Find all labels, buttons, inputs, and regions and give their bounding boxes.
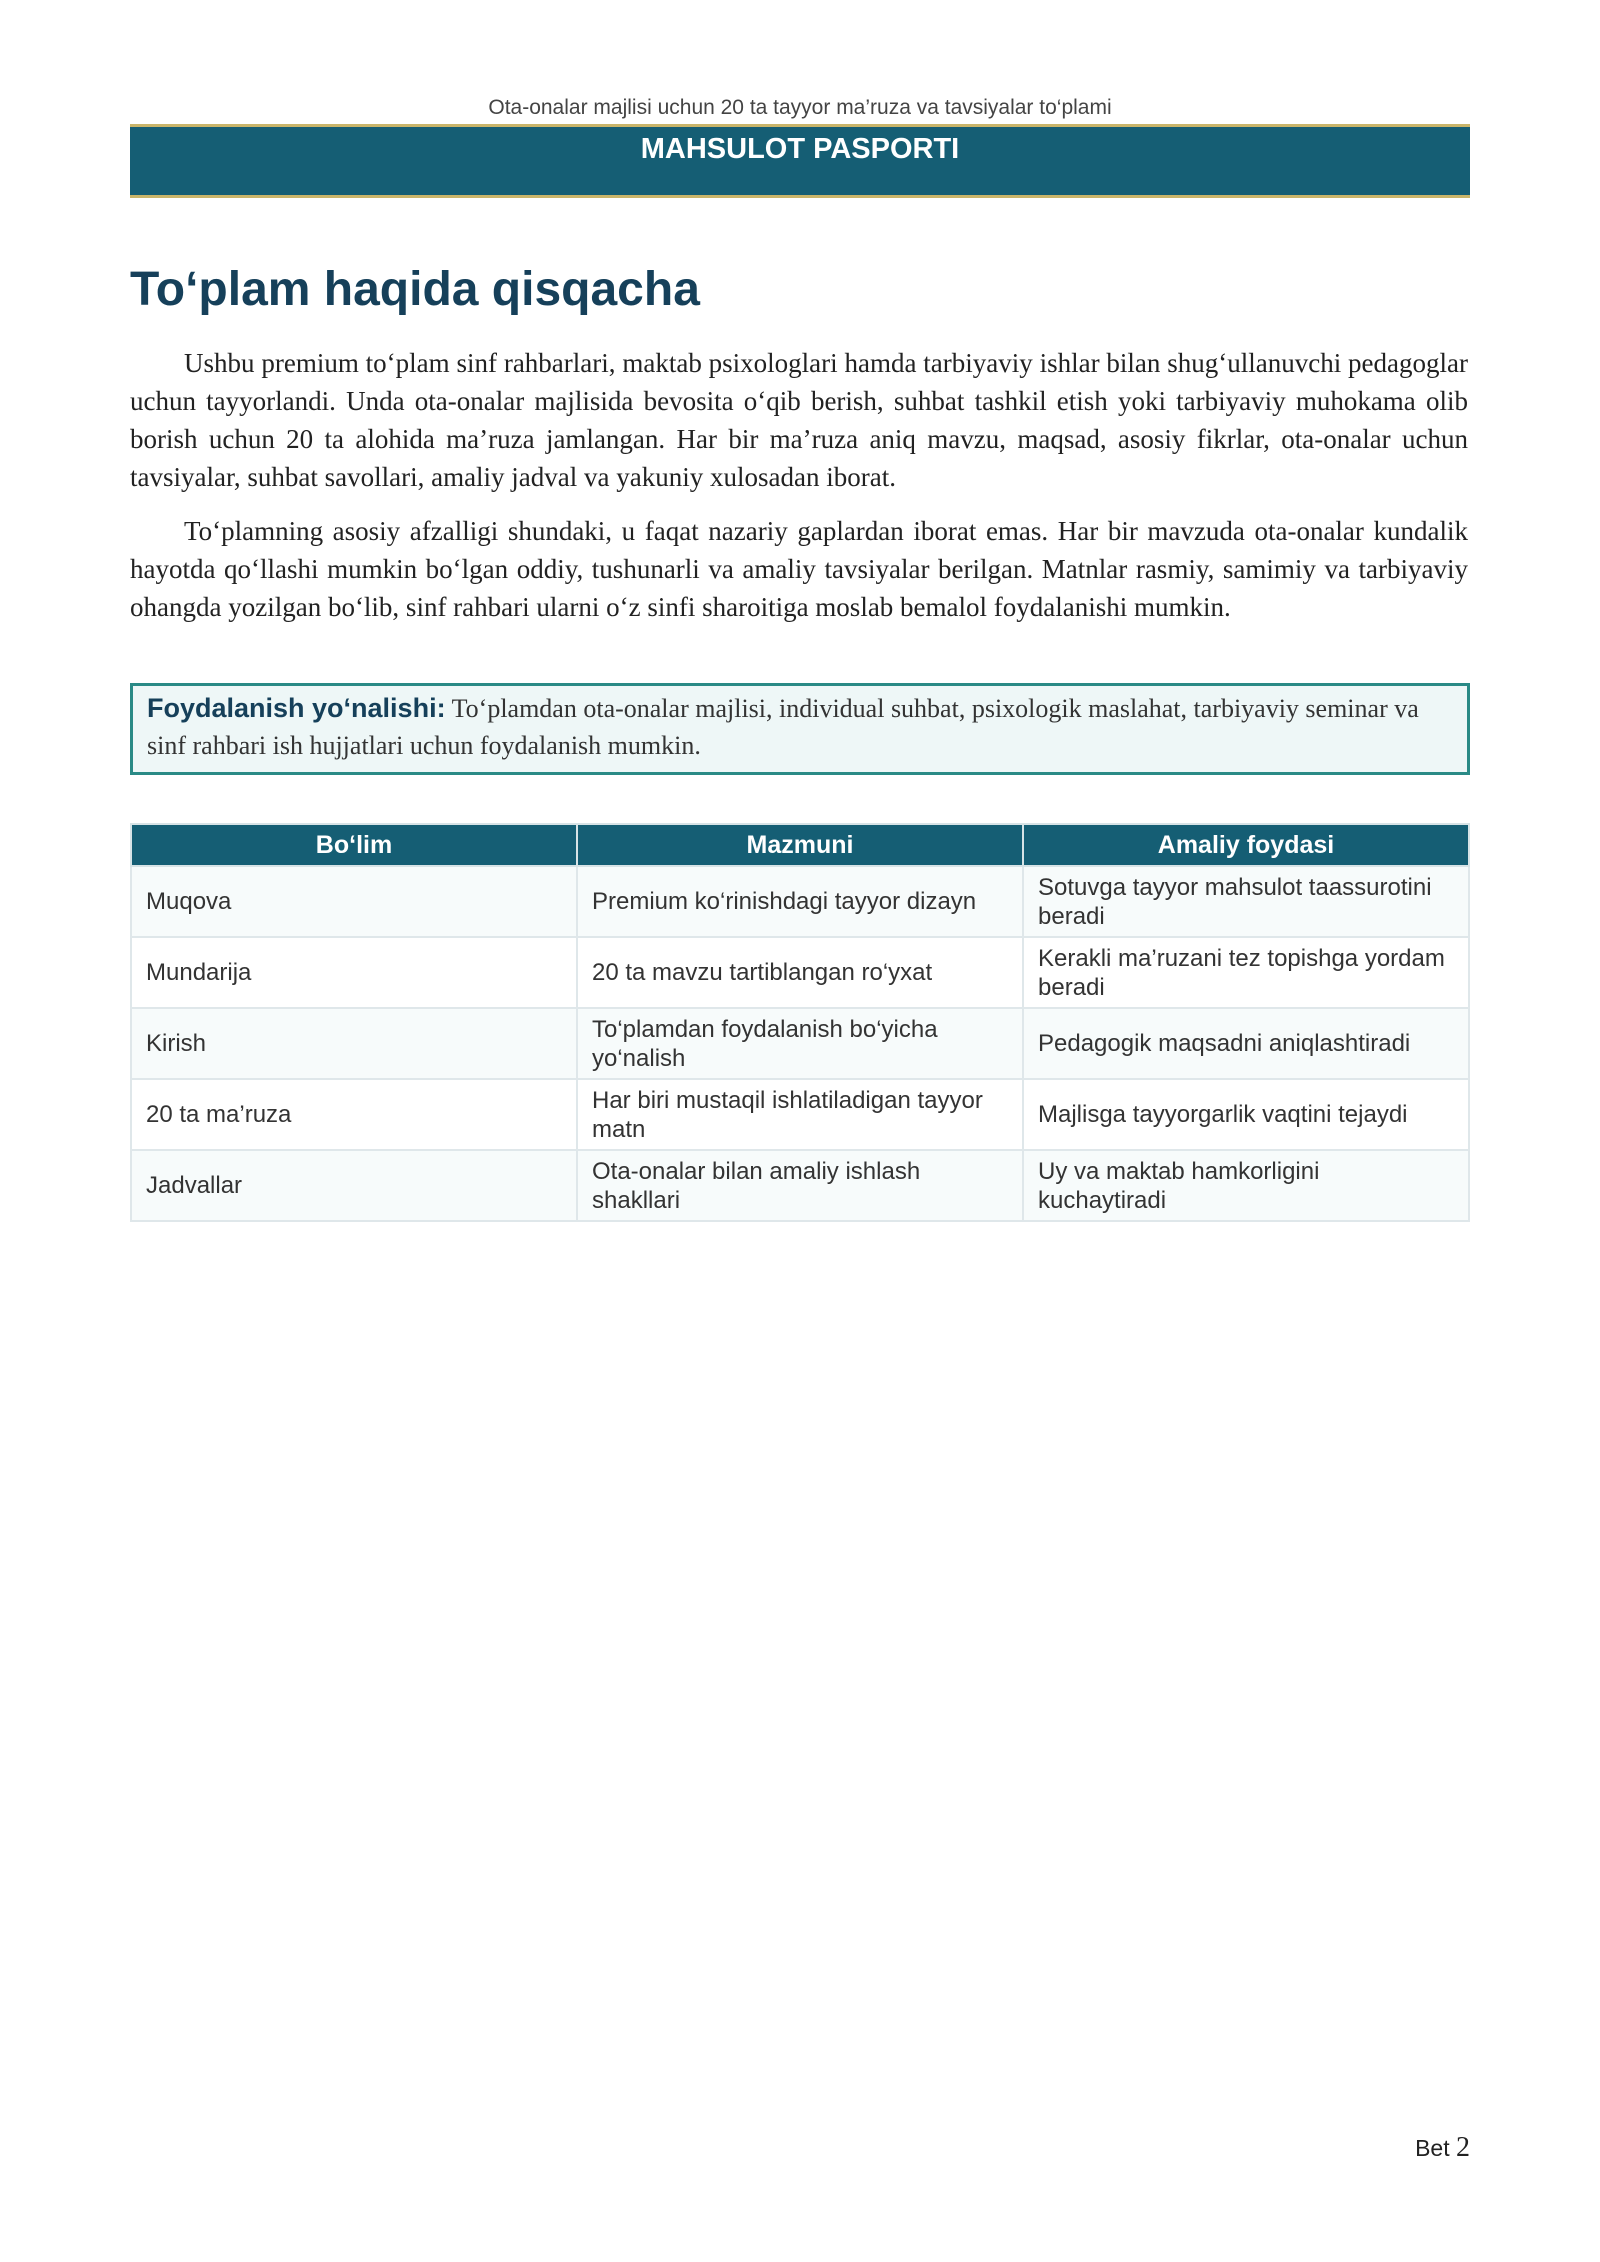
table-cell: Ota-onalar bilan amaliy ishlash shakllari xyxy=(577,1150,1023,1221)
table-cell: 20 ta ma’ruza xyxy=(131,1079,577,1150)
table-cell: Sotuvga tayyor mahsulot taassurotini beradi xyxy=(1023,866,1469,937)
callout-label: Foydalanish yo‘nalishi: xyxy=(147,693,446,723)
table-row xyxy=(131,866,1469,937)
table-cell: Kirish xyxy=(131,1008,577,1079)
table-row xyxy=(131,1008,1469,1079)
table-header-row xyxy=(131,824,1469,866)
section-banner: MAHSULOT PASPORTI xyxy=(130,124,1470,198)
column-header-section: Bo‘lim xyxy=(131,824,577,866)
table-cell: To‘plamdan foydalanish bo‘yicha yo‘nalish xyxy=(577,1008,1023,1079)
paragraph-intro: Ushbu premium to‘plam sinf rahbarlari, maktab psixologlari hamda tarbiyaviy ishlar bilan shug‘ullanuvchi pedagoglar uchun tayyorlandi. Unda ota-onalar majlisida bevosita o‘qib berish, suhbat tashkil etish yoki tarbiyaviy muhokama olib borish uchun 20 ta alohida ma’ruza jamlangan. Har bir ma’ruza aniq mavzu, maqsad, asosiy fikrlar, ota-onalar uchun tavsiyalar, suhbat savollari, amaliy jadval va yakuniy xulosadan iborat. xyxy=(130,348,1468,492)
paragraph-advantage: To‘plamning asosiy afzalligi shundaki, u faqat nazariy gaplardan iborat emas. Har bir mavzuda ota-onalar kundalik hayotda qo‘llashi mumkin bo‘lgan oddiy, tushunarli va amaliy tavsiyalar berilgan. Matnlar rasmiy, samimiy va tarbiyaviy ohangda yozilgan bo‘lib, sinf rahbari ularni o‘z sinfi sharoitiga moslab bemalol foydalanishi mumkin. xyxy=(130,516,1468,622)
callout-text: To‘plamdan ota-onalar majlisi, individual suhbat, psixologik maslahat, tarbiyaviy seminar va sinf rahbari ish hujjatlari uchun foydalanish mumkin. xyxy=(147,694,1419,760)
contents-table xyxy=(130,823,1470,1222)
table-cell: Kerakli ma’ruzani tez topishga yordam beradi xyxy=(1023,937,1469,1008)
usage-callout-box xyxy=(130,683,1470,775)
table-cell: Har biri mustaqil ishlatiladigan tayyor matn xyxy=(577,1079,1023,1150)
table-cell: Pedagogik maqsadni aniqlashtiradi xyxy=(1023,1008,1469,1079)
section-title: To‘plam haqida qisqacha xyxy=(130,263,700,316)
table-cell: Premium ko‘rinishdagi tayyor dizayn xyxy=(577,866,1023,937)
column-header-benefit: Amaliy foydasi xyxy=(1023,824,1469,866)
page-number xyxy=(1415,2132,1470,2164)
table-cell: Muqova xyxy=(131,866,577,937)
table-cell: Mundarija xyxy=(131,937,577,1008)
table-cell: Majlisga tayyorgarlik vaqtini tejaydi xyxy=(1023,1079,1469,1150)
running-header: Ota-onalar majlisi uchun 20 ta tayyor ma’ruza va tavsiyalar to‘plami xyxy=(488,96,1112,119)
table-row xyxy=(131,1150,1469,1221)
table-cell: Jadvallar xyxy=(131,1150,577,1221)
column-header-content: Mazmuni xyxy=(577,824,1023,866)
table-cell: 20 ta mavzu tartiblangan ro‘yxat xyxy=(577,937,1023,1008)
page-label: Bet xyxy=(1415,2135,1450,2161)
table-row xyxy=(131,937,1469,1008)
table-cell: Uy va maktab hamkorligini kuchaytiradi xyxy=(1023,1150,1469,1221)
page-number-value: 2 xyxy=(1456,2132,1470,2163)
table-row xyxy=(131,1079,1469,1150)
